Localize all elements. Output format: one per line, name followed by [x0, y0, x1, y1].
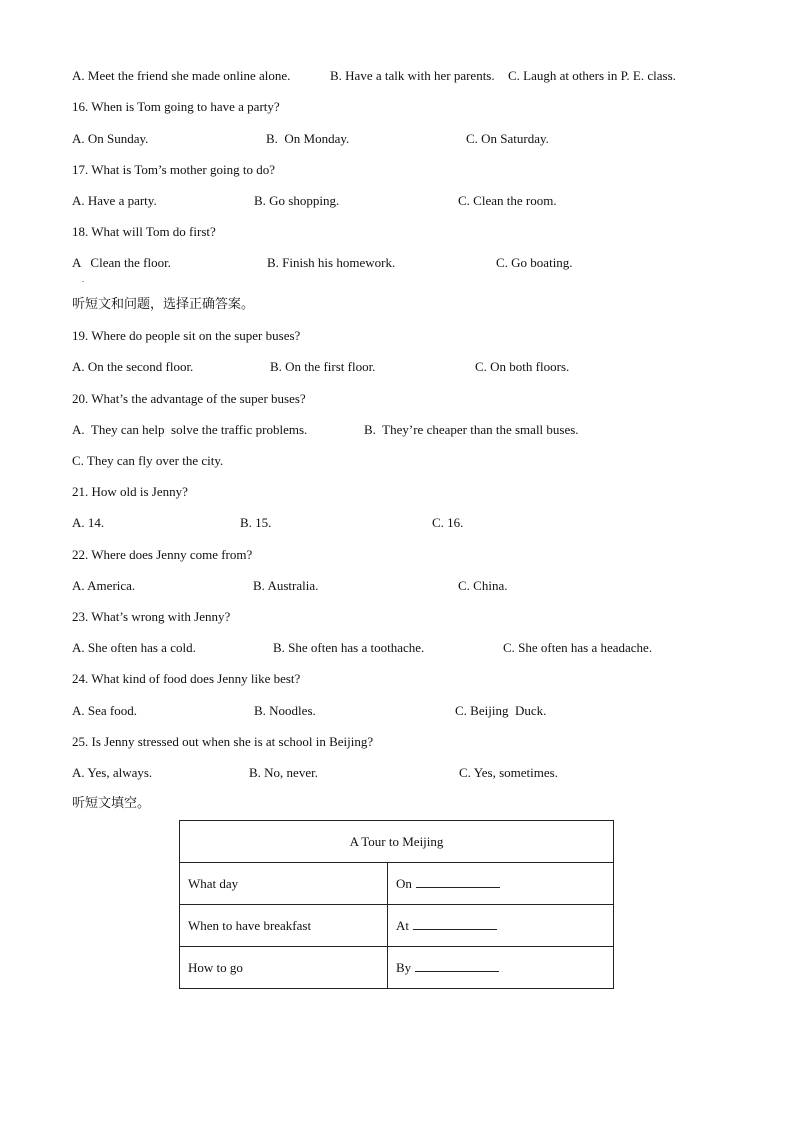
question-22: 22. Where does Jenny come from? — [72, 547, 253, 562]
option-c: C. They can fly over the city. — [72, 453, 224, 468]
answer-cell — [388, 947, 614, 989]
option-b: B. Go shopping. — [254, 193, 340, 208]
option-c: C. Yes, sometimes. — [459, 765, 558, 780]
option-b: B. Have a talk with her parents. — [330, 68, 495, 83]
stray-dot: . — [82, 275, 84, 284]
section-heading-passage: 听短文和问题，选择正确答案。 — [72, 297, 255, 312]
answer-prefix: By — [396, 959, 412, 975]
row-label: How to go — [180, 947, 388, 989]
tour-table — [179, 820, 614, 989]
option-c: C. Laugh at others in P. E. class. — [508, 68, 676, 83]
option-b: B. She often has a toothache. — [273, 640, 425, 655]
question-20: 20. What’s the advantage of the super buses? — [72, 391, 306, 406]
option-c: C. She often has a headache. — [503, 640, 653, 655]
table-row — [180, 863, 614, 905]
option-a: A. Sea food. — [72, 703, 137, 718]
answer-blank[interactable] — [416, 876, 500, 888]
answer-prefix: On — [396, 875, 412, 891]
question-24: 24. What kind of food does Jenny like best? — [72, 671, 301, 686]
option-c: C. Go boating. — [496, 255, 573, 270]
question-16: 16. When is Tom going to have a party? — [72, 99, 280, 114]
table-title: A Tour to Meijing — [180, 821, 614, 863]
option-a: A. On the second floor. — [72, 359, 194, 374]
answer-blank[interactable] — [415, 960, 499, 972]
option-a: A. Meet the friend she made online alone. — [72, 68, 291, 83]
option-a: A. On Sunday. — [72, 131, 149, 146]
option-c: C. On Saturday. — [466, 131, 549, 146]
question-18: 18. What will Tom do first? — [72, 224, 216, 239]
question-23: 23. What’s wrong with Jenny? — [72, 609, 231, 624]
row-label: What day — [180, 863, 388, 905]
question-21: 21. How old is Jenny? — [72, 484, 188, 499]
option-c: C. Beijing Duck. — [455, 703, 547, 718]
section-heading-fill: 听短文填空。 — [72, 796, 151, 811]
option-c: C. 16. — [432, 515, 464, 530]
option-c: C. Clean the room. — [458, 193, 557, 208]
option-b: B. They’re cheaper than the small buses. — [364, 422, 579, 437]
row-label: When to have breakfast — [180, 905, 388, 947]
option-b: B. 15. — [240, 515, 272, 530]
option-a: A. America. — [72, 578, 136, 593]
question-17: 17. What is Tom’s mother going to do? — [72, 162, 275, 177]
option-a: A. Have a party. — [72, 193, 157, 208]
option-b: B. Australia. — [253, 578, 319, 593]
option-b: B. On Monday. — [266, 131, 350, 146]
option-a: A. 14. — [72, 515, 105, 530]
question-19: 19. Where do people sit on the super buses? — [72, 328, 301, 343]
answer-cell — [388, 905, 614, 947]
table-row — [180, 947, 614, 989]
option-b: B. No, never. — [249, 765, 318, 780]
option-a: A. They can help solve the traffic problems. — [72, 422, 308, 437]
option-a: A. Yes, always. — [72, 765, 153, 780]
option-b: B. Noodles. — [254, 703, 316, 718]
answer-cell — [388, 863, 614, 905]
answer-prefix: At — [396, 917, 409, 933]
question-25: 25. Is Jenny stressed out when she is at school in Beijing? — [72, 734, 374, 749]
option-c: C. China. — [458, 578, 508, 593]
option-c: C. On both floors. — [475, 359, 570, 374]
option-b: B. On the first floor. — [270, 359, 376, 374]
answer-blank[interactable] — [413, 918, 497, 930]
option-a: A Clean the floor. — [72, 255, 171, 270]
option-b: B. Finish his homework. — [267, 255, 396, 270]
table-row — [180, 905, 614, 947]
option-a: A. She often has a cold. — [72, 640, 196, 655]
